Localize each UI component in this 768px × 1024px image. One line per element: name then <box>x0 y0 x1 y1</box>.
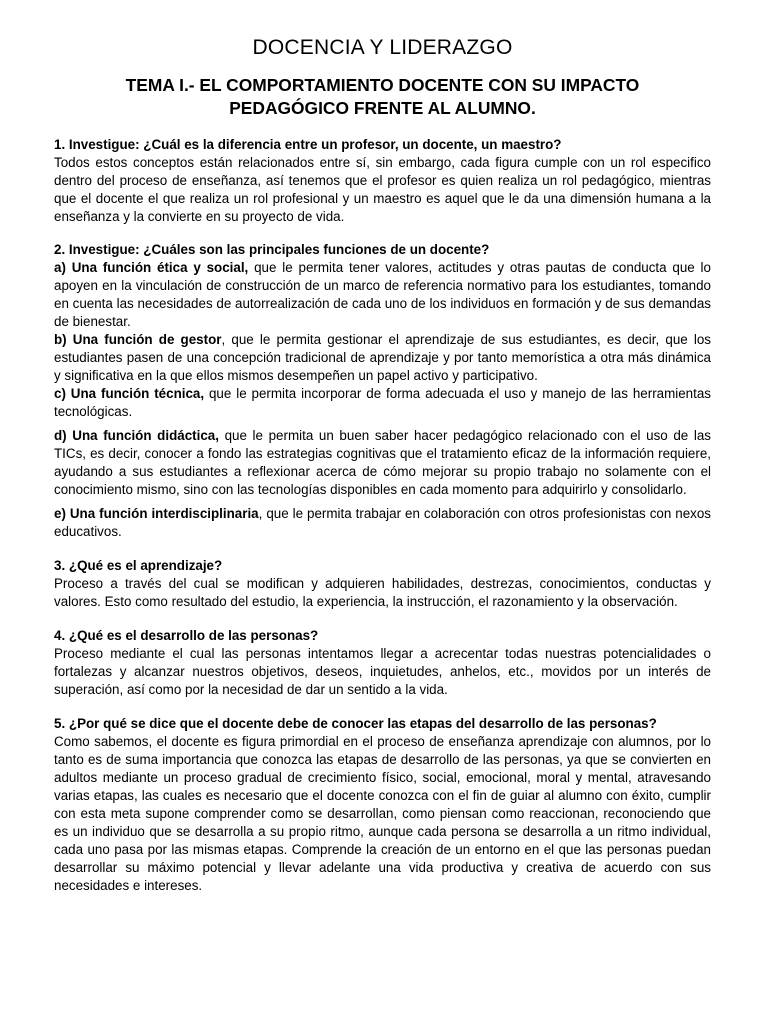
question-2-heading: 2. Investigue: ¿Cuáles son las principales funciones de un docente? <box>54 242 490 257</box>
function-item-interdisciplinary <box>54 505 711 541</box>
function-item-lead: d) Una función didáctica, <box>54 428 219 443</box>
question-1-answer: Todos estos conceptos están relacionados entre sí, sin embargo, cada figura cumple con un rol especifico dentro del proceso de enseñanza, así tenemos que el profesor es quien realiza un rol pedagógico, mientras que el docente el que realiza un rol profesional y un maestro es aquel que le da una dimensión humana a la enseñanza y la convierte en su proyecto de vida. <box>54 155 711 224</box>
section-question-1 <box>54 136 711 226</box>
function-item-lead: a) Una función ética y social, <box>54 260 249 275</box>
question-4-heading: 4. ¿Qué es el desarrollo de las personas? <box>54 628 319 643</box>
function-item-text: que le permita incorporar de forma adecuada el uso y manejo de las herramientas tecnológicas. <box>54 386 711 419</box>
function-item-lead: c) Una función técnica, <box>54 386 205 401</box>
function-item-text: , que le permita gestionar el aprendizaje de sus estudiantes, es decir, que los estudiantes pasen de una concepción tradicional de aprendizaje y por tanto memorística a otra más dinámica y significativa en la que ellos mismos desempeñen un papel activo y participativo. <box>54 332 711 383</box>
question-5-heading: 5. ¿Por qué se dice que el docente debe de conocer las etapas del desarrollo de las personas? <box>54 716 657 731</box>
function-item-ethical <box>54 259 711 331</box>
function-item-text: que le permita un buen saber hacer pedagógico relacionado con el uso de las TICs, es decir, conocer a fondo las estrategias cognitivas que el tratamiento eficaz de la información requiere, ayudando a sus estudiantes a reflexionar acerca de cómo mejorar su propio trabajo no solamente con el conocimiento mismo, sino con las tecnologías disponibles en cada momento para adquirirlo y consolidarlo. <box>54 428 711 497</box>
question-3-answer: Proceso a través del cual se modifican y adquieren habilidades, destrezas, conocimientos, conductas y valores. Esto como resultado del estudio, la experiencia, la instrucción, el razonamiento y la observación. <box>54 576 711 609</box>
question-5-answer: Como sabemos, el docente es figura primordial en el proceso de enseñanza aprendizaje con alumnos, por lo tanto es de suma importancia que conozca las etapas de desarrollo de las personas, ya que se convierten en adultos mediante un proceso gradual de crecimiento físico, social, emocional, moral y mental, atravesando varias etapas, las cuales es necesario que el docente conozca con el fin de guiar al alumno con éxito, cumplir con esta meta supone comprender como se desarrollan, como piensan como reaccionan, reconociendo que es un individuo que se desarrolla a su propio ritmo, aunque cada persona se desarrolla a un ritmo individual, cada uno pasa por las mismas etapas. Comprende la creación de un entorno en el que las personas puedan desarrollar su máximo potencial y llevar adelante una vida productiva y creativa de acuerdo con sus necesidades e intereses. <box>54 734 711 893</box>
section-question-4 <box>54 627 711 699</box>
section-question-5 <box>54 715 711 895</box>
function-item-text: que le permita tener valores, actitudes y otras pautas de conducta que lo apoyen en la vinculación de construcción de un marco de referencia normativo para los estudiantes, tomando en cuenta las necesidades de autorrealización de cada uno de los individuos en formación y de sus demandas de bienestar. <box>54 260 711 329</box>
function-item-manager <box>54 331 711 385</box>
question-4-answer: Proceso mediante el cual las personas intentamos llegar a acrecentar todas nuestras potencialidades o fortalezas y alcanzar nuestros objetivos, deseos, inquietudes, anhelos, etc., movidos por un interés de superación, así como por la necesidad de dar un sentido a la vida. <box>54 646 711 697</box>
document-subtitle: TEMA I.- EL COMPORTAMIENTO DOCENTE CON SU IMPACTO PEDAGÓGICO FRENTE AL ALUMNO. <box>125 75 640 118</box>
section-question-2 <box>54 241 711 541</box>
function-item-lead: e) Una función interdisciplinaria <box>54 506 259 521</box>
function-item-lead: b) Una función de gestor <box>54 332 222 347</box>
question-1-heading: 1. Investigue: ¿Cuál es la diferencia entre un profesor, un docente, un maestro? <box>54 137 562 152</box>
function-item-didactic <box>54 427 711 499</box>
question-3-heading: 3. ¿Qué es el aprendizaje? <box>54 558 223 573</box>
function-item-text: , que le permita trabajar en colaboración con otros profesionistas con nexos educativos. <box>54 506 711 539</box>
section-question-3 <box>54 557 711 611</box>
document-title: DOCENCIA Y LIDERAZGO <box>252 36 513 59</box>
function-item-technical <box>54 385 711 421</box>
